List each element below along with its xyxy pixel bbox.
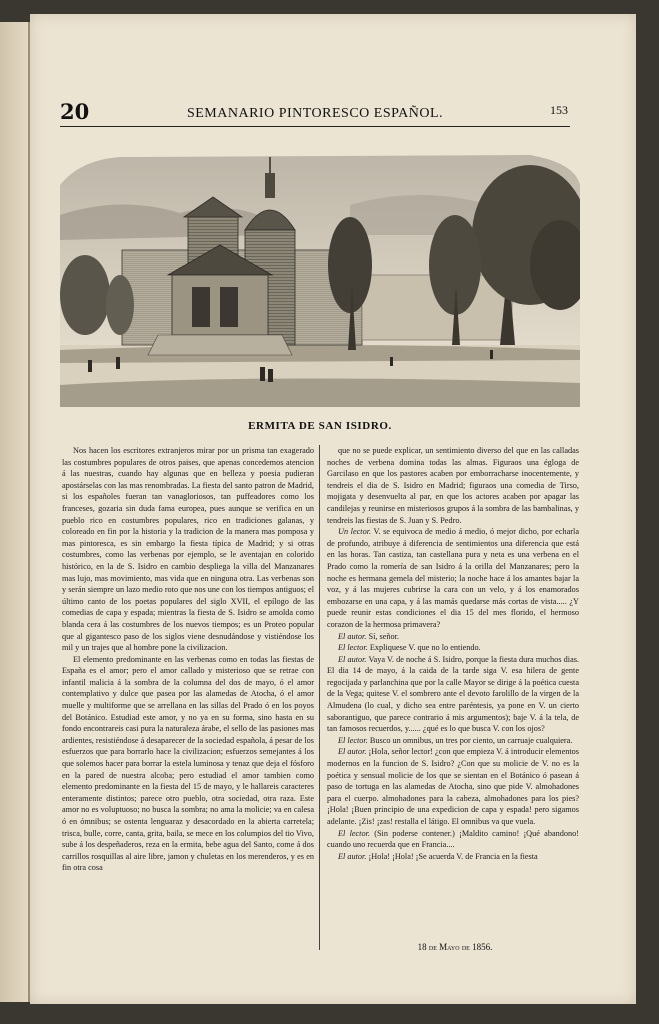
dialogue-text: ¡Hola! ¡Hola! ¡Se acuerda V. de Francia en la fiesta [368, 851, 538, 861]
speaker: El lector. [338, 735, 368, 745]
speaker: El autor. [338, 747, 367, 757]
dialogue-text: ¡Hola, señor lector! ¿con que empieza V. á introducir elementos modernos en la funcion de S. Isidro? ¿Con que su molicie de V. no es la poética y sensual molicie de los que se sientan en el Botánico ó pasean á paso de tortuga en las alamedas de Atocha, sino que pide V. almohadones para el cuerpo. almohadones para la cabeza, almohadones para los pies? ¡Hola! ¡Buen principio de una expedicion de capa y espada! pero sigamos adelante. ¡Zis! ¡zas! restalla el látigo. El omnibus va que vuela. [327, 747, 579, 826]
date-year: 1856. [472, 942, 493, 952]
dialogue-paragraph [327, 526, 579, 630]
page-number: 20 [60, 99, 90, 124]
dialogue-paragraph [327, 631, 579, 643]
text-column-left [62, 445, 314, 947]
speaker: El autor. [338, 654, 367, 664]
paragraph: El elemento predominante en las verbenas como en todas las fiestas de España es el amor; pero el amor callado y misterioso que se retrae con infantil malicia á la sombra de la columna del dos de mayo, ó el amor contemplativo y dulce que pasea por las alamedas de Atocha, ó el amor muelle y multiforme que se arrellana en las sillas del Prado ó en los poyos del Botánico. Estudiad este amor, y no ya en su forma, sino hasta en su fondo encontrareis casi pura la naturaleza árabe, el sello de las pasiones mas ardientes, resistiéndose á desaparecer de la sociedad española, á pesar de los esfuerzos que para borrarlo hace la civilizacion; esfuerzos semejantes á los que solemos hacer para borrar la estela luminosa y tenaz que deja el fósforo en la pared de nuestra alcoba; pero estudiad el amor tambien como elemento predominante en la fiesta del 15 de mayo, y le hallareis caracteres enteramente distintos; parece otro pueblo, otra sociedad, otra raza. Este amor no es voluptuoso; no busca la sombra; no ama la molicie; va en calesa ó en ómnibus; se ostenta lenguaraz y desacordado en la abierta carretela; trisca, bulle, corre, canta, grita, baila, se mece en los columpios del tio Vivo, sube á los despeñaderos, reza en la ermita, bebe agua del Santo, come á dos carrillos rosquillas al aire libre, jamon y chuletas en los merenderos, y es en fin otra cosa [62, 654, 314, 873]
dialogue-text: Sí, señor. [368, 631, 399, 641]
text-column-right [327, 445, 579, 950]
date-text: de Mayo de [428, 942, 470, 952]
paragraph: Nos hacen los escritores extranjeros mirar por un prisma tan exagerado las costumbres populares de otros paises, que apenas concedemos atencion á las nuestras, cuando hay algunas que en belleza y poesia pudieran apostárselas con las mas renombradas. La fiesta del santo patron de Madrid, si los españoles fueran tan vanagloriosos, tan puffeadores como los franceses, gozaria sin duda fama europea, pues aunque se verifica en un pueblo rico en costumbres populares, rico en tradiciones galanas, y coloreado en fin por la historia y la tradicion de la manera mas pomposa y mas pintoresca, es sin embargo la fiesta típica de Madrid; y si otras costumbres, como las verbenas por ejemplo, se le aventajan en colorido histórico, en la de S. Isidro en cambio despliega la villa del Manzanares mas lujo, mas movimiento, mas vida que en ninguna otra. Las verbenas son y serán siempre un lazo medio roto que nos une con los tiempos antiguos; el último canto de los poetas populares del siglo XVII, el epílogo de las comedias de capa y espada; mientras la fiesta de S. Isidro se amolda como blanda cera á las costumbres de los nuevos tiempos; es un Proteo popular que al gigantesco paso de los siglos viene desnudándose y vistiéndose los mil y un trajes que al hombre pone la civilizacion. [62, 446, 314, 653]
dialogue-text: Busco un omnibus, un tres por ciento, un carruaje cualquiera. [369, 735, 573, 745]
speaker: El lector. [338, 828, 370, 838]
dialogue-text: Expliquese V. que no lo entiendo. [369, 643, 481, 653]
steps [148, 335, 292, 355]
dialogue-text: que no se puede explicar, un sentimiento diverso del que en las calladas noches de verbena domina todas las almas. Figuraos una égloga de Garcilaso en que los pastores acaben por emborracharse inocentemente, y tendreis el dia de S. Isidro en Madrid; figuraos una comedia de Tirso, mojigata y desenvuelta al par, en que los actores acaben por apagar las candilejas y reunirse en misteriosos grupos á la sombra de las bambalinas, y tendreis las fiestas de S. Juan y S. Pedro. [327, 446, 579, 525]
facing-page-edge [0, 22, 30, 1002]
dialogue-paragraph [327, 735, 579, 747]
dialogue-text: Vaya V. de noche á S. Isidro, porque la fiesta dura muchos dias. El dia 14 de mayo, á la caida de la tarde siga V. esa hilera de gente regocijada y parlanchina que por la calle Mayor se dirige á la poética cuesta de la Vega; quitese V. el sombrero ante el devoto farolillo de la virgen de la Almudena (lo cual, y dicho sea entre paréntesis, ya pone en V. un cierto saborantiguo, que parece contrario á mis argumentos); baje V. á la tela, de tan famosos recuerdos, y...... ¿qué es lo que busca V. con los ojos? [327, 654, 579, 734]
issue-date [375, 942, 535, 952]
dialogue-paragraph [327, 828, 579, 851]
dialogue-paragraph [327, 642, 579, 654]
dialogue-paragraph [327, 851, 579, 863]
speaker: Un lector. [338, 527, 372, 537]
dialogue-text: V. se equivoca de medio á medio, ó mejor dicho, por echarla de profundo, atribuye á diferencia de sentimientos una diferencia que está en las horas. Tan castiza, tan castellana pura y neta es una verbena en el Prado como la romería de san Isidro á la orilla del Manzanares; pero la noche es hermana gemela del misterio; la noche hace á los amantes bajar la voz, y á las mujeres cubrirse la cara con un velo, y á los enamorados embozarse en una capa, y á las mamás quedarse más cortas de vista..... ¿Y puede reunir estas condiciones el dia 15 del mes florido, el hermoso corazon de la hermosa primavera? [327, 527, 579, 629]
dialogue-paragraph [327, 746, 579, 827]
date-day: 18 [417, 942, 427, 952]
dialogue-text: (Sin poderse contener.) ¡Maldito camino! ¡Qué abandono! cuando uno recuerda que en Francia.... [327, 828, 579, 850]
speaker: El autor. [338, 851, 367, 861]
journal-title: SEMANARIO PINTORESCO ESPAÑOL. [186, 106, 444, 121]
dialogue-paragraph [327, 445, 579, 526]
speaker: El lector. [338, 643, 368, 653]
clouds [60, 204, 270, 240]
column-rule [319, 445, 320, 950]
speaker: El autor. [338, 631, 367, 641]
hermitage-engraving [60, 145, 580, 407]
illustration-caption: ERMITA DE SAN ISIDRO. [248, 420, 392, 432]
dialogue-paragraph [327, 654, 579, 735]
issue-number: 153 [550, 103, 568, 117]
running-header [60, 98, 570, 127]
